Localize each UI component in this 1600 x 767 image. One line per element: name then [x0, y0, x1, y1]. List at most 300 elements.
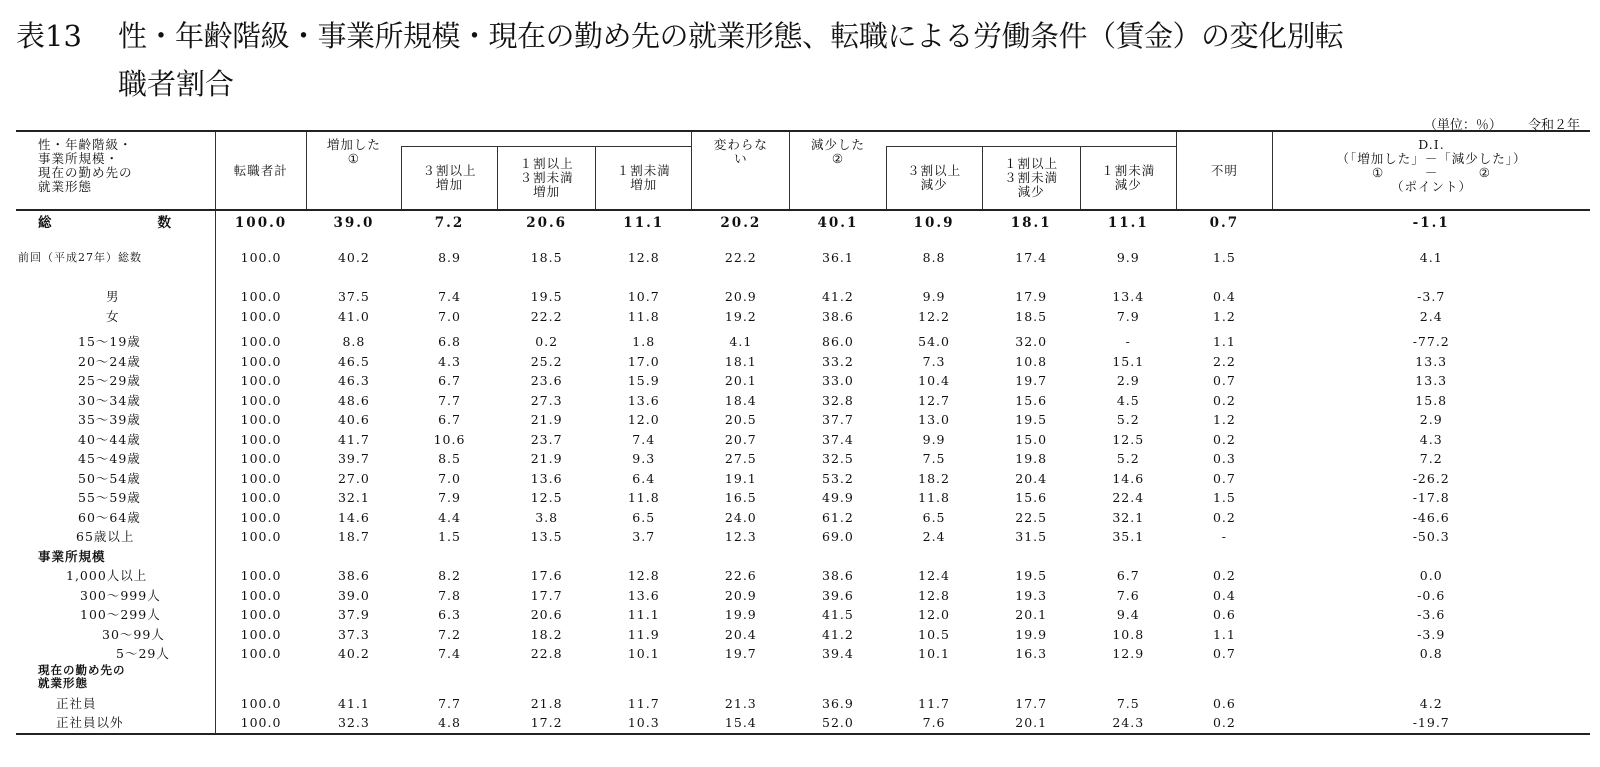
- cell-value: 35.1: [1112, 529, 1145, 545]
- row-age: [16, 469, 1590, 489]
- cell-value: 0.2: [1212, 431, 1236, 447]
- unit-label: （単位：％）: [1423, 118, 1502, 133]
- cell-value: 41.2: [822, 289, 854, 305]
- cell-value: 0.0: [1419, 568, 1443, 584]
- cell-value: 37.4: [822, 431, 854, 447]
- cell-value: 1.5: [1212, 490, 1236, 506]
- cell-value: 7.2: [1419, 451, 1443, 467]
- cell-value: 100.0: [240, 373, 282, 389]
- cell-value: 12.5: [1112, 431, 1145, 447]
- cell-value: 100.0: [240, 308, 282, 324]
- cell-value: -50.3: [1412, 529, 1450, 545]
- cell-value: [790, 664, 886, 694]
- cell-value: 100.0: [240, 568, 282, 584]
- title-line-2: 職者割合: [118, 67, 235, 101]
- cell-value: 7.7: [438, 695, 461, 711]
- header-row-label: 性・年齢階級・ 事業所規模・ 現在の勤め先の 就業形態: [16, 131, 215, 210]
- cell-value: 12.0: [627, 412, 660, 428]
- cell-value: 12.7: [918, 392, 950, 408]
- cell-value: -17.8: [1412, 490, 1450, 506]
- spacer-cell: [306, 279, 401, 287]
- cell-value: 100.0: [240, 353, 282, 369]
- cell-value: 7.8: [438, 587, 461, 603]
- cell-value: 11.1: [623, 214, 665, 231]
- cell-value: 0.2: [535, 334, 559, 350]
- header-dec-under10: １割未満 減少: [1080, 147, 1176, 211]
- cell-value: 37.7: [822, 412, 854, 428]
- cell-value: 7.2: [438, 626, 461, 642]
- cell-value: [498, 664, 596, 694]
- cell-value: 41.2: [822, 626, 854, 642]
- cell-value: 20.4: [1015, 470, 1048, 486]
- header-dec-30plus: ３割以上 減少: [886, 147, 982, 211]
- cell-value: 10.7: [627, 289, 660, 305]
- cell-value: 32.8: [822, 392, 854, 408]
- cell-value: 20.1: [1015, 607, 1048, 623]
- cell-value: 15.6: [1015, 490, 1048, 506]
- row-label: 正社員以外: [16, 713, 215, 734]
- row-label: 現在の勤め先の 就業形態: [16, 664, 215, 694]
- cell-value: 9.4: [1116, 607, 1140, 623]
- cell-value: -46.6: [1412, 509, 1450, 525]
- cell-value: 11.8: [627, 490, 660, 506]
- cell-value: 1.1: [1212, 334, 1236, 350]
- cell-value: 41.1: [337, 695, 370, 711]
- cell-value: 13.6: [627, 587, 660, 603]
- cell-value: 100.0: [240, 334, 282, 350]
- cell-value: 33.0: [822, 373, 854, 389]
- cell-value: 17.4: [1015, 249, 1048, 265]
- cell-value: [1176, 547, 1272, 567]
- spacer-cell: [596, 279, 692, 287]
- cell-value: 15.9: [627, 373, 660, 389]
- cell-value: 11.1: [1107, 214, 1149, 231]
- cell-value: 100.0: [234, 214, 288, 231]
- cell-value: 20.1: [724, 373, 757, 389]
- cell-value: [215, 547, 306, 567]
- cell-value: 100.0: [240, 646, 282, 662]
- row-label: 総数: [16, 210, 215, 235]
- cell-value: [401, 664, 497, 694]
- cell-value: [1272, 664, 1590, 694]
- spacer-row: [16, 279, 1590, 287]
- cell-value: 20.7: [724, 431, 757, 447]
- cell-value: 20.9: [724, 587, 757, 603]
- cell-value: 13.6: [530, 470, 563, 486]
- cell-value: 8.5: [438, 451, 461, 467]
- cell-value: 18.4: [724, 392, 757, 408]
- cell-value: 6.3: [438, 607, 461, 623]
- cell-value: 18.7: [337, 529, 370, 545]
- row-age: [16, 449, 1590, 469]
- cell-value: 61.2: [822, 509, 854, 525]
- row-label: 25～29歳: [16, 371, 215, 391]
- cell-value: 15.8: [1415, 392, 1448, 408]
- cell-value: -3.7: [1417, 289, 1446, 305]
- cell-value: 0.2: [1212, 509, 1236, 525]
- cell-value: 2.4: [1419, 308, 1443, 324]
- cell-value: 19.5: [1015, 568, 1048, 584]
- cell-value: -0.6: [1417, 587, 1446, 603]
- row-form: [16, 713, 1590, 734]
- cell-value: 7.4: [438, 289, 461, 305]
- cell-value: 100.0: [240, 509, 282, 525]
- cell-value: 22.2: [724, 249, 757, 265]
- row-label: 男: [16, 287, 215, 307]
- cell-value: [1080, 664, 1176, 694]
- cell-value: 39.0: [337, 587, 370, 603]
- cell-value: 4.3: [438, 353, 461, 369]
- row-label: 正社員: [16, 694, 215, 714]
- row-age: [16, 430, 1590, 450]
- cell-value: [982, 547, 1080, 567]
- cell-value: 17.6: [530, 568, 563, 584]
- row-age: [16, 527, 1590, 547]
- cell-value: -3.9: [1417, 626, 1446, 642]
- year-label: 令和２年: [1527, 118, 1580, 133]
- cell-value: [401, 547, 497, 567]
- row-size: [16, 644, 1590, 664]
- row-age: [16, 508, 1590, 528]
- cell-value: 100.0: [215, 713, 306, 734]
- cell-value: 37.9: [337, 607, 370, 623]
- cell-value: [1080, 547, 1176, 567]
- cell-value: 12.9: [1112, 646, 1145, 662]
- cell-value: 20.4: [724, 626, 757, 642]
- cell-value: 6.4: [632, 470, 656, 486]
- cell-value: 33.2: [822, 353, 854, 369]
- cell-value: 100.0: [240, 626, 282, 642]
- spacer-cell: [982, 279, 1080, 287]
- cell-value: 7.6: [1116, 587, 1140, 603]
- cell-value: 21.9: [530, 412, 563, 428]
- cell-value: [596, 547, 692, 567]
- row-label: 5～29人: [16, 644, 215, 664]
- cell-value: [498, 547, 596, 567]
- row-age: [16, 391, 1590, 411]
- cell-value: 10.5: [918, 626, 950, 642]
- cell-value: 10.4: [918, 373, 950, 389]
- cell-value: 27.0: [337, 470, 370, 486]
- row-male: [16, 287, 1590, 307]
- cell-value: 22.2: [530, 308, 563, 324]
- cell-value: 19.9: [724, 607, 757, 623]
- cell-value: 38.6: [822, 568, 854, 584]
- row-label: 65歳以上: [16, 527, 215, 547]
- cell-value: 12.4: [918, 568, 950, 584]
- cell-value: 7.9: [1116, 308, 1140, 324]
- cell-value: 0.7: [1212, 470, 1236, 486]
- header-total: 転職者計: [215, 131, 306, 210]
- cell-value: 40.2: [337, 646, 370, 662]
- cell-value: 6.5: [632, 509, 656, 525]
- cell-value: 10.8: [1112, 626, 1145, 642]
- row-label: 60～64歳: [16, 508, 215, 528]
- cell-value: 53.2: [822, 470, 854, 486]
- cell-value: 22.5: [1015, 509, 1048, 525]
- cell-value: 9.9: [922, 289, 946, 305]
- report-title: [16, 8, 1591, 108]
- cell-value: 18.2: [918, 470, 950, 486]
- cell-value: 12.0: [918, 607, 950, 623]
- cell-value: 4.8: [401, 713, 497, 734]
- cell-value: [596, 664, 692, 694]
- cell-value: [886, 664, 982, 694]
- row-label: 前回（平成27年）総数: [16, 235, 215, 279]
- cell-value: 4.5: [1116, 392, 1140, 408]
- row-label: 100～299人: [16, 605, 215, 625]
- cell-value: 7.2: [434, 214, 465, 231]
- cell-value: 27.3: [530, 392, 563, 408]
- header-inc-30plus: ３割以上 増加: [401, 147, 497, 211]
- cell-value: 15.1: [1112, 353, 1145, 369]
- cell-value: [886, 547, 982, 567]
- cell-value: 0.7: [1212, 373, 1236, 389]
- cell-value: 9.9: [922, 431, 946, 447]
- cell-value: 10.9: [913, 214, 955, 231]
- cell-value: 40.1: [817, 214, 859, 231]
- header-unknown: 不明: [1176, 131, 1272, 210]
- row-label: 45～49歳: [16, 449, 215, 469]
- row-previous-total: [16, 235, 1590, 279]
- cell-value: 1.5: [1212, 249, 1236, 265]
- cell-value: 38.6: [337, 568, 370, 584]
- spacer-cell: [16, 279, 215, 287]
- spacer-cell: [1176, 279, 1272, 287]
- cell-value: 3.7: [632, 529, 656, 545]
- spacer-cell: [692, 279, 790, 287]
- cell-value: 19.5: [530, 289, 563, 305]
- row-label: 40～44歳: [16, 430, 215, 450]
- cell-value: 39.4: [822, 646, 854, 662]
- cell-value: 0.2: [1212, 392, 1236, 408]
- cell-value: 40.2: [337, 249, 370, 265]
- cell-value: 20.6: [526, 214, 568, 231]
- cell-value: 2.9: [1419, 412, 1443, 428]
- cell-value: 17.7: [530, 587, 563, 603]
- cell-value: 1.5: [438, 529, 461, 545]
- cell-value: 1.8: [632, 334, 656, 350]
- header-inc-10to30: １割以上 ３割未満 増加: [498, 147, 596, 211]
- cell-value: 38.6: [822, 308, 854, 324]
- row-size: [16, 625, 1590, 645]
- cell-value: 31.5: [1015, 529, 1048, 545]
- cell-value: 19.2: [724, 308, 757, 324]
- cell-value: 6.5: [922, 509, 946, 525]
- cell-value: 100.0: [240, 249, 282, 265]
- row-label: 50～54歳: [16, 469, 215, 489]
- spacer-cell: [1080, 279, 1176, 287]
- header-increased: 増加した ①: [306, 131, 401, 210]
- cell-value: 14.6: [1112, 470, 1145, 486]
- cell-value: 32.5: [822, 451, 854, 467]
- cell-value: 20.9: [724, 289, 757, 305]
- statistics-table: [16, 130, 1590, 735]
- cell-value: 0.2: [1212, 568, 1236, 584]
- cell-value: 24.0: [724, 509, 757, 525]
- cell-value: 52.0: [790, 713, 886, 734]
- cell-value: 86.0: [822, 334, 854, 350]
- cell-value: 100.0: [240, 695, 282, 711]
- spacer-cell: [886, 279, 982, 287]
- cell-value: 20.1: [982, 713, 1080, 734]
- row-form-heading: [16, 664, 1590, 694]
- table-number: 表13: [16, 19, 82, 53]
- cell-value: 7.9: [438, 490, 461, 506]
- cell-value: 21.3: [724, 695, 757, 711]
- cell-value: [306, 547, 401, 567]
- cell-value: 69.0: [822, 529, 854, 545]
- cell-value: 1.2: [1212, 308, 1236, 324]
- cell-value: 11.7: [627, 695, 660, 711]
- cell-value: 4.3: [1419, 431, 1443, 447]
- row-label: 15～19歳: [16, 332, 215, 352]
- cell-value: 10.6: [433, 431, 466, 447]
- cell-value: 46.5: [337, 353, 370, 369]
- row-age: [16, 410, 1590, 430]
- cell-value: 2.9: [1116, 373, 1140, 389]
- spacer-cell: [790, 279, 886, 287]
- cell-value: 32.0: [1015, 334, 1048, 350]
- cell-value: 19.5: [1015, 412, 1048, 428]
- cell-value: 6.7: [438, 412, 461, 428]
- cell-value: [692, 664, 790, 694]
- cell-value: 11.7: [918, 695, 950, 711]
- cell-value: 19.7: [1015, 373, 1048, 389]
- cell-value: 13.0: [918, 412, 950, 428]
- cell-value: 17.0: [627, 353, 660, 369]
- row-form: [16, 694, 1590, 714]
- row-age: [16, 488, 1590, 508]
- cell-value: 5.2: [1116, 412, 1140, 428]
- header-unchanged: 変わらな い: [692, 131, 790, 210]
- cell-value: 22.8: [530, 646, 563, 662]
- cell-value: 18.1: [724, 353, 757, 369]
- cell-value: 19.9: [1015, 626, 1048, 642]
- cell-value: 15.6: [1015, 392, 1048, 408]
- cell-value: 32.3: [306, 713, 401, 734]
- cell-value: 8.2: [438, 568, 461, 584]
- cell-value: 7.6: [886, 713, 982, 734]
- cell-value: 3.8: [535, 509, 559, 525]
- cell-value: 12.3: [724, 529, 757, 545]
- header-decrease-group: [886, 131, 1176, 147]
- cell-value: 8.9: [438, 249, 461, 265]
- row-label: 35～39歳: [16, 410, 215, 430]
- cell-value: 1.2: [1212, 412, 1236, 428]
- cell-value: 19.7: [724, 646, 757, 662]
- cell-value: 16.3: [1015, 646, 1048, 662]
- cell-value: 19.3: [1015, 587, 1048, 603]
- cell-value: 17.2: [498, 713, 596, 734]
- cell-value: 11.8: [918, 490, 950, 506]
- cell-value: 2.4: [922, 529, 946, 545]
- cell-value: 40.6: [337, 412, 370, 428]
- cell-value: 100.0: [240, 392, 282, 408]
- header-decreased: 減少した ②: [790, 131, 886, 210]
- cell-value: 46.3: [337, 373, 370, 389]
- header-inc-under10: １割未満 増加: [596, 147, 692, 211]
- cell-value: 13.6: [627, 392, 660, 408]
- cell-value: 36.1: [822, 249, 854, 265]
- cell-value: -: [1125, 334, 1131, 350]
- cell-value: 48.6: [337, 392, 370, 408]
- cell-value: 37.3: [337, 626, 370, 642]
- cell-value: 10.1: [918, 646, 950, 662]
- cell-value: 0.6: [1212, 607, 1236, 623]
- cell-value: 100.0: [240, 412, 282, 428]
- cell-value: 6.8: [438, 334, 461, 350]
- cell-value: 27.5: [724, 451, 757, 467]
- cell-value: 0.4: [1212, 587, 1236, 603]
- cell-value: 41.0: [337, 308, 370, 324]
- cell-value: 7.4: [632, 431, 656, 447]
- cell-value: [1272, 547, 1590, 567]
- cell-value: 7.0: [438, 470, 461, 486]
- cell-value: 17.7: [1015, 695, 1048, 711]
- cell-value: 7.3: [922, 353, 946, 369]
- cell-value: 100.0: [240, 451, 282, 467]
- cell-value: 39.0: [333, 214, 375, 231]
- cell-value: [790, 547, 886, 567]
- cell-value: [692, 547, 790, 567]
- row-label: 55～59歳: [16, 488, 215, 508]
- cell-value: 15.4: [692, 713, 790, 734]
- cell-value: 0.7: [1209, 214, 1240, 231]
- cell-value: 41.5: [822, 607, 854, 623]
- cell-value: 9.3: [632, 451, 656, 467]
- cell-value: 12.5: [530, 490, 563, 506]
- table-body: [16, 210, 1590, 734]
- table-header: [16, 131, 1590, 210]
- cell-value: 0.2: [1176, 713, 1272, 734]
- cell-value: -19.7: [1272, 713, 1590, 734]
- header-dec-10to30: １割以上 ３割未満 減少: [982, 147, 1080, 211]
- cell-value: 20.2: [720, 214, 762, 231]
- cell-value: -77.2: [1412, 334, 1450, 350]
- cell-value: 100.0: [240, 470, 282, 486]
- cell-value: 4.4: [438, 509, 461, 525]
- title-line-1: 性・年齢階級・事業所規模・現在の勤め先の就業形態、転職による労働条件（賃金）の変化別転: [118, 19, 1344, 53]
- cell-value: 10.3: [596, 713, 692, 734]
- cell-value: 39.6: [822, 587, 854, 603]
- row-size: [16, 605, 1590, 625]
- cell-value: 21.8: [530, 695, 563, 711]
- header-di: D.I. （「増加した」－「減少した」） ① － ② （ポイント）: [1272, 131, 1590, 210]
- cell-value: 1.1: [1212, 626, 1236, 642]
- row-size-heading: [16, 547, 1590, 567]
- cell-value: 13.4: [1112, 289, 1145, 305]
- cell-value: [306, 664, 401, 694]
- cell-value: 6.7: [438, 373, 461, 389]
- header-increase-group: [401, 131, 691, 147]
- cell-value: 7.5: [922, 451, 946, 467]
- cell-value: 32.1: [1112, 509, 1145, 525]
- row-label: 1,000人以上: [16, 566, 215, 586]
- cell-value: [1176, 664, 1272, 694]
- cell-value: 2.2: [1212, 353, 1236, 369]
- cell-value: 22.4: [1112, 490, 1145, 506]
- cell-value: 5.2: [1116, 451, 1140, 467]
- cell-value: 4.1: [729, 334, 753, 350]
- row-age: [16, 352, 1590, 372]
- cell-value: 11.8: [627, 308, 660, 324]
- cell-value: 11.1: [627, 607, 660, 623]
- cell-value: 4.2: [1419, 695, 1443, 711]
- cell-value: 18.5: [1015, 308, 1048, 324]
- cell-value: 8.8: [922, 249, 946, 265]
- cell-value: [215, 664, 306, 694]
